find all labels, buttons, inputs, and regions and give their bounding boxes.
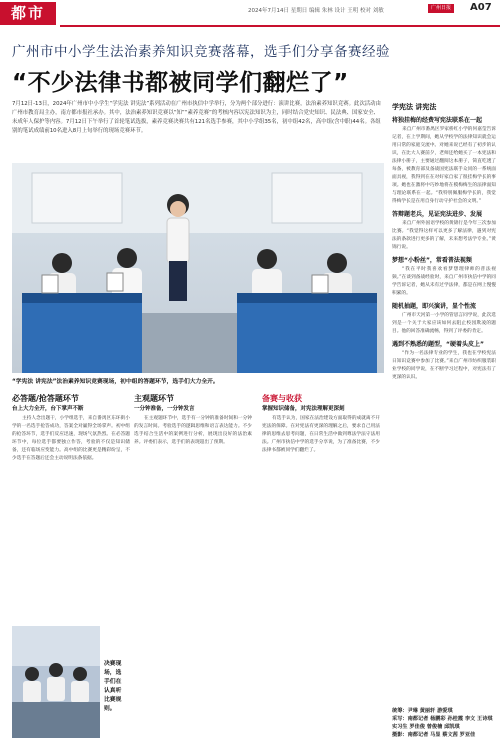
main-photo bbox=[12, 163, 384, 373]
section-text-5: “作为一名法律专业的学生，我也在学校宪法日知识竞赛中参加了比赛。”来自广州市纺织服装职业学校的同学说，在不断学习过程中，对宪法有了更深的认识。 bbox=[392, 351, 496, 380]
column-1-text: 主持人念出题干，小学组选手，来自番禺区东环街小学的一名选手抢答成功，答案全对赢得全场掌声。初中组的抢答环节，选手们反应迅速，现场气氛热烈。在必答题环节中，每位选手都要独立作答，考验的不仅是知识储备，还有临场应变能力。高中组的比赛更是精彩纷呈，不少选手在答题后还会主动说明法条依据。 bbox=[12, 416, 130, 461]
section-text-1: 来自广州市番禺区罗家桥红小学的何嘉莹告诉记者，在上学期间，她从学校学的法律知识就会运用日常的家庭交流中。对她来说已经有了初步的认识，在比大人赛前夕，老师还给她买了一本宪法和法律小册子，主要通过翻阅这本册子，简直吃透了每条，被教育部及备战国宪法联手众同的一系统面面具视，我得到在在对好家自家了很挂梅学长的事项。她也在激将中巧妙地将在模梅梅生的法律面知与理论联系在一起。“我特别佩服梅学长的，我觉得梅学长是在用自身行动守护社会的文明。” bbox=[392, 127, 496, 204]
credits-line: 实习生 罗佳俊 曾俊楠 邱凯琪 bbox=[392, 724, 460, 730]
column-2-subheading: 一分钟准备，一分钟发言 bbox=[134, 406, 195, 412]
right-column-heading: 学宪法 讲宪法 bbox=[392, 103, 437, 111]
article-headline: “不少法律书都被同学们翻烂了” bbox=[12, 70, 349, 96]
section-tag: 都市 bbox=[0, 2, 56, 25]
article-subtitle: 广州市中小学生法治素养知识竞赛落幕，选手们分享备赛经验 bbox=[12, 44, 390, 60]
page-header bbox=[0, 0, 500, 28]
column-3 bbox=[262, 393, 380, 455]
inset-caption: 决赛现场，选手们在认真听比赛规则。 bbox=[104, 661, 122, 712]
credits-line: 统筹：尹琳 黄丽轩 游爱琪 bbox=[392, 708, 453, 714]
column-1 bbox=[12, 393, 130, 463]
issue-meta: 2024年7月14日 星期日 编辑 朱林 设计 王明 校对 刘敏 bbox=[248, 8, 384, 14]
column-2-heading: 主观题环节 bbox=[134, 394, 174, 403]
column-1-heading: 必答题/抢答题环节 bbox=[12, 394, 79, 403]
column-3-heading: 备赛与收获 bbox=[262, 394, 302, 403]
column-2 bbox=[134, 393, 252, 447]
section-heading-5: 遇到不熟悉的题型，“硬着头皮上” bbox=[392, 341, 484, 348]
column-1-subheading: 台上大力全开，台下掌声不断 bbox=[12, 406, 84, 412]
column-2-text: 在主观题环节中，选手有一分钟的准备时间和一分钟的发言时间。考验选手的逻辑思维和语言表达能力。不少选手结合生活中的案例进行分析，展现出良好的法治素养。评委们表示，选手们的表现超出了预期。 bbox=[134, 416, 252, 445]
header-rule bbox=[60, 25, 500, 27]
competition-scene-illustration bbox=[12, 163, 384, 373]
credits-line: 摄影：南都记者 马显 蔡文茜 罗亚佳 bbox=[392, 732, 476, 738]
section-text-3: “我在平时我喜欢看梦想理律师的普法视频。”在谈到备战经验时，来自广州市执信中学的同学告诉记者，她从未有过学法律，都是在网上慢慢积累的。 bbox=[392, 267, 496, 296]
credits-line: 采写：南都记者 杨鹏彩 孙桂霞 李文 王诗琪 bbox=[392, 716, 493, 722]
right-column bbox=[392, 102, 496, 382]
section-text-4: 广州市天河第一小学的管思言同学说，此次选到是一个关于大家应该如何去阻止校园欺凌的题目。他的回答准确流畅，得到了评委的肯定。 bbox=[392, 313, 496, 334]
column-3-text: 有选手认为，国家在法治建设方面取得的成就离不开宪法的保障。在对宪法有更深的理解之后，要求自己用法律的思维去思考问题，在日常生活中做到尊法学法守法用法。广州市执信中学的选手分享说，为了准备比赛，不少法律书都被同学们翻烂了。 bbox=[262, 416, 380, 453]
section-heading-1: 将独挂梅的经费写宪法联系在一起 bbox=[392, 117, 483, 124]
page-number: A07 bbox=[470, 2, 492, 13]
section-text-2: 来自广州外国语学校的黄锦行是今年三次参加比赛。“我觉得这样可以更多了解法律，遇到对宪法的条款进行更多的了解，未来想考法学专业。”黄锦行说。 bbox=[392, 221, 496, 250]
credits bbox=[392, 707, 498, 739]
column-3-subheading: 掌握知识储备，对宪法理解更深刻 bbox=[262, 406, 345, 412]
students-seated-illustration bbox=[12, 626, 100, 738]
section-heading-4: 随机抽题，即兴演讲，显个性流 bbox=[392, 303, 477, 310]
article-lead: 7月12日-13日，2024年广州市中小学生“学宪法 讲宪法”系列活动在广州市执信中学举行，分为两个部分进行：演讲比赛，法治素养知识竞赛。此次活动由广州市教育局主办，南方都市报社承办。其中，法治素养知识竞赛以“知”“素养竞赛”的考核内容以宪法知识为主，同时结合党史知识、民法典、国家安全、未成年人保护等内容。7月12日下午举行了首轮笔试选拔，素养竞赛决赛共有121名选手参赛，其中小学组35名，初中组42名，高中组(含中职)44名。各组别的笔试成绩前10名进入8月上旬举行的现场竞赛环节。 bbox=[12, 101, 381, 134]
section-heading-3: 梦想“小粉丝”，常看普法视频 bbox=[392, 257, 472, 264]
section-heading-2: 答辩题老兵，见证宪法进步、发展 bbox=[392, 211, 483, 218]
inset-photo bbox=[12, 626, 100, 738]
photo-caption: “学宪法 讲宪法”法治素养知识竞赛现场，初中组的答题环节，选手们大力全开。 bbox=[12, 379, 219, 385]
masthead-badge: 广州日报 bbox=[428, 4, 454, 13]
